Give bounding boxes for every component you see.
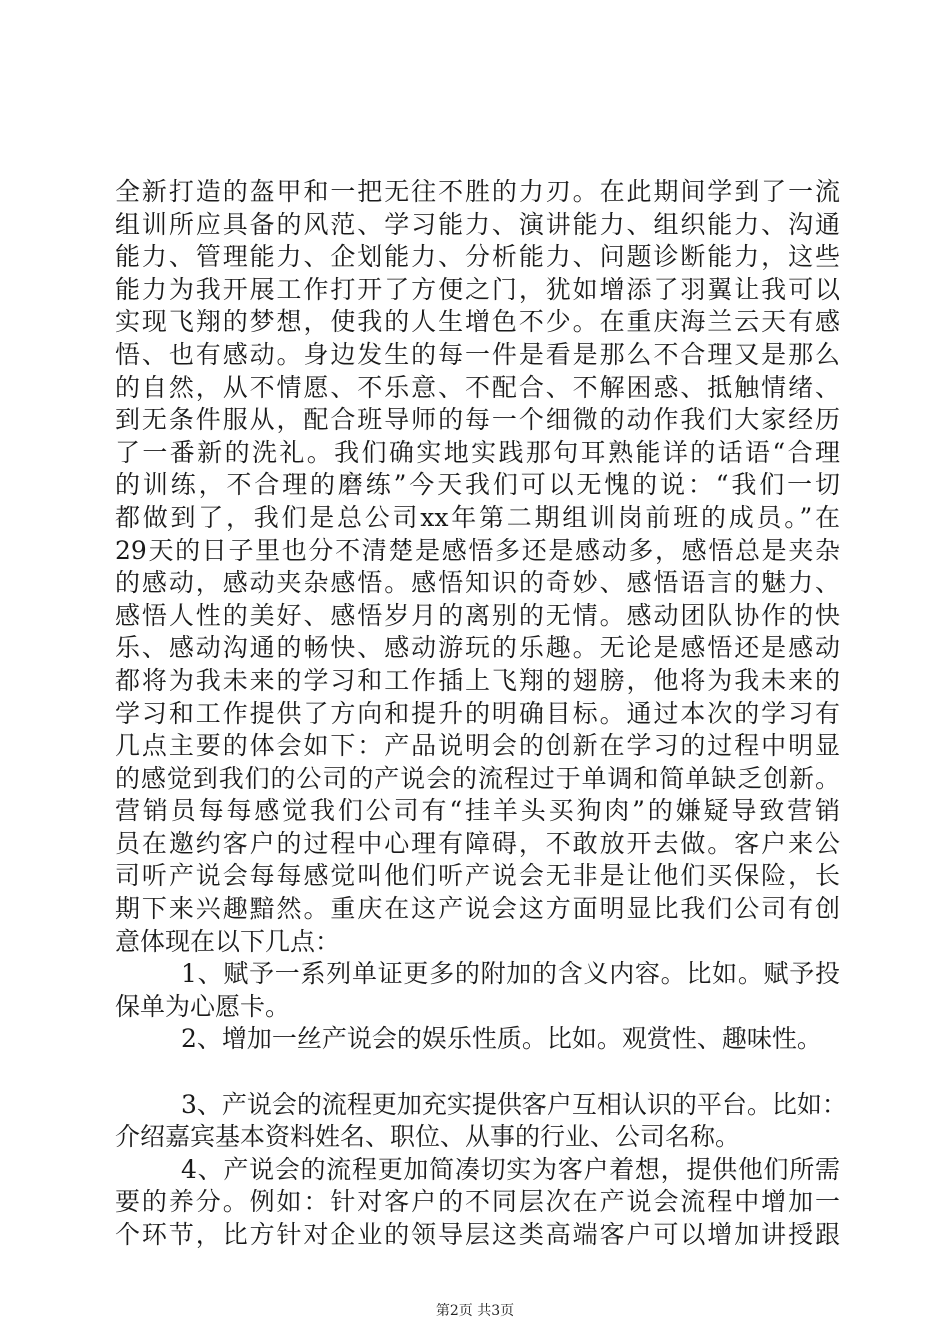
text-line: 到无条件服从，配合班导师的每一个细微的动作我们大家经历 bbox=[115, 405, 840, 435]
text-line: 乐、感动沟通的畅快、感动游玩的乐趣。无论是感悟还是感动 bbox=[115, 633, 840, 663]
text-line: 的感动，感动夹杂感悟。感悟知识的奇妙、感悟语言的魅力、 bbox=[115, 568, 840, 598]
text-line: 学习和工作提供了方向和提升的明确目标。通过本次的学习有 bbox=[115, 698, 840, 728]
text-line: 都将为我未来的学习和工作插上飞翔的翅膀，他将为我未来的 bbox=[115, 665, 840, 695]
text-line: 保单为心愿卡。 bbox=[115, 991, 291, 1021]
text-line: 29天的日子里也分不清楚是感悟多还是感动多，感悟总是夹杂 bbox=[115, 535, 840, 565]
text-line: 1、赋予一系列单证更多的附加的含义内容。比如。赋予投 bbox=[181, 959, 840, 989]
text-line: 个环节，比方针对企业的领导层这类高端客户可以增加讲授跟 bbox=[115, 1220, 840, 1249]
page-number-footer: 第2页 共3页 bbox=[435, 1303, 515, 1319]
text-line: 的感觉到我们的公司的产说会的流程过于单调和简单缺乏创新。 bbox=[115, 763, 840, 793]
text-line: 期下来兴趣黯然。重庆在这产说会这方面明显比我们公司有创 bbox=[115, 894, 840, 924]
text-line: 了一番新的洗礼。我们确实地实践那句耳熟能详的话语“合理 bbox=[115, 437, 840, 467]
text-line: 营销员每每感觉我们公司有“挂羊头买狗肉”的嫌疑导致营销 bbox=[115, 796, 840, 826]
list-item-4 bbox=[115, 1154, 840, 1252]
text-line: 的训练，不合理的磨练”今天我们可以无愧的说：“我们一切 bbox=[115, 470, 840, 500]
text-line: 员在邀约客户的过程中心理有障碍，不敢放开去做。客户来公 bbox=[115, 828, 840, 858]
list-item-1 bbox=[115, 958, 840, 1023]
text-line: 组训所应具备的风范、学习能力、演讲能力、组织能力、沟通 bbox=[115, 209, 840, 239]
text-line: 都做到了，我们是总公司xx年第二期组训岗前班的成员。”在 bbox=[115, 502, 840, 532]
text-line: 感悟人性的美好、感悟岁月的离别的无情。感动团队协作的快 bbox=[115, 600, 840, 630]
text-line: 2、增加一丝产说会的娱乐性质。比如。观赏性、趣味性。 bbox=[181, 1024, 822, 1054]
text-line: 能力为我开展工作打开了方便之门，犹如增添了羽翼让我可以 bbox=[115, 274, 840, 304]
blank-line bbox=[115, 1056, 840, 1089]
list-item-3 bbox=[115, 1089, 847, 1154]
document-body bbox=[115, 176, 847, 1252]
text-line: 3、产说会的流程更加充实提供客户互相认识的平台。比如： bbox=[181, 1089, 847, 1119]
text-line: 司听产说会每每感觉叫他们听产说会无非是让他们买保险，长 bbox=[115, 861, 840, 891]
text-line: 全新打造的盔甲和一把无往不胜的力刃。在此期间学到了一流 bbox=[115, 177, 840, 206]
text-line: 悟、也有感动。身边发生的每一件是看是那么不合理又是那么 bbox=[115, 339, 840, 369]
text-line: 意体现在以下几点： bbox=[115, 926, 341, 956]
text-line: 的自然，从不情愿、不乐意、不配合、不解困惑、抵触情绪、 bbox=[115, 372, 840, 402]
text-line: 能力、管理能力、企划能力、分析能力、问题诊断能力，这些 bbox=[115, 242, 840, 272]
main-paragraph bbox=[115, 176, 840, 958]
list-item-2 bbox=[115, 1023, 840, 1056]
text-line: 介绍嘉宾基本资料姓名、职位、从事的行业、公司名称。 bbox=[115, 1122, 741, 1152]
text-line: 实现飞翔的梦想，使我的人生增色不少。在重庆海兰云天有感 bbox=[115, 307, 840, 337]
text-line: 4、产说会的流程更加简凑切实为客户着想，提供他们所需 bbox=[181, 1154, 840, 1184]
text-line: 几点主要的体会如下：产品说明会的创新在学习的过程中明显 bbox=[115, 731, 840, 761]
text-line: 要的养分。例如：针对客户的不同层次在产说会流程中增加一 bbox=[115, 1187, 840, 1217]
